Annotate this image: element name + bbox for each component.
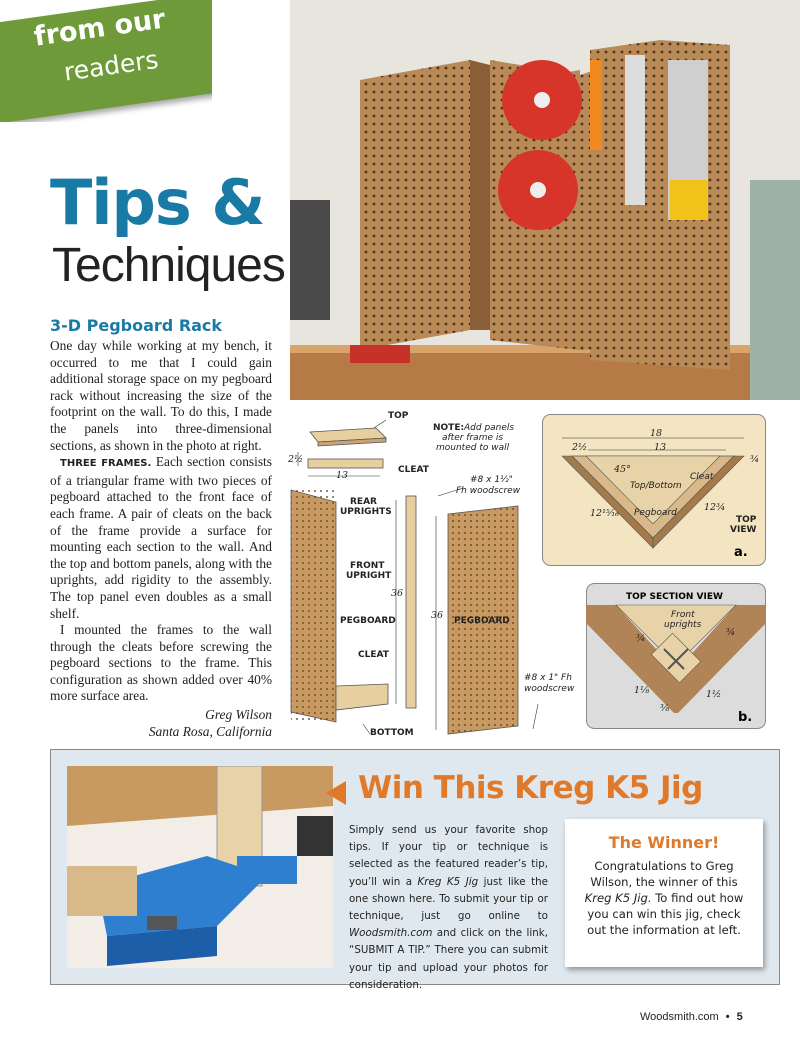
section-view-diagram [586, 583, 766, 729]
section-view-figure [586, 583, 766, 729]
label-top-bottom: Top/Bottom [630, 481, 682, 491]
dim-right: 12¾ [704, 502, 726, 513]
label-rear-uprights-1: REAR [350, 497, 377, 507]
page-title-line2: Techniques [52, 239, 285, 292]
winner-box [565, 819, 763, 967]
paragraph-2 [50, 454, 272, 622]
contest-text-3: and click on the link, “SUBMIT A TIP.” There you can submit your tip and upload your photos for consideration. [349, 927, 548, 991]
page-footer [640, 1011, 743, 1023]
author-name: Greg Wilson [205, 707, 272, 723]
contest-text-kreg: Kreg K5 Jig [417, 875, 479, 888]
from-our-readers-banner [0, 0, 212, 122]
paragraph-2-text: Each section consists of a triangular frame with two pieces of pegboard attached to the front face of each frame. A pair of cleats on the back of the frame provide a surface for mounting each section to the wall. And the top and bottom panels, along with the uprights, add rigidity to the assembly. The top panel even doubles as a small shelf. [50, 454, 272, 621]
label-front-upright-1: FRONT [350, 561, 385, 571]
label-rear-uprights-2: UPRIGHTS [340, 507, 392, 517]
paragraph-3: I mounted the frames to the wall through the cleats before screwing the pegboard sections to the frame. This configuration as shown added over 40% more surface area. [50, 622, 272, 704]
top-view-diagram [542, 414, 766, 566]
banner-line2: readers [62, 44, 161, 87]
pegboard-rack-photo [290, 0, 800, 400]
note-line-2: after frame is [442, 433, 504, 443]
dim-three-quarter-b: ¾ [726, 627, 736, 638]
label-pegboard-2: PEGBOARD [454, 616, 510, 626]
article-heading: 3-D Pegboard Rack [50, 316, 223, 335]
screw-2-line-1: #8 x 1" Fh [524, 673, 572, 683]
section-view-title: TOP SECTION VIEW [626, 592, 723, 602]
dim-2-half: 2½ [288, 454, 304, 465]
paragraph-1: One day while working at my bench, it occurred to me that I could gain additional storage space on my pegboard rack without increasing the size of the footprint on the wall. To do this, I made the panels into three-dimensional sections, as shown in the photo at right. [50, 338, 272, 453]
dim-36-b: 36 [431, 610, 444, 621]
page-title-line1: Tips & [50, 166, 265, 239]
screw-2-line-2: woodscrew [524, 684, 575, 694]
winner-title: The Winner! [608, 833, 720, 852]
paragraph-2-lead: THREE FRAMES. [60, 458, 152, 470]
contest-text-1: Simply send us your favorite shop tips. If your tip or technique is selected as the featured reader’s tip, you’ll win a [349, 824, 548, 888]
kreg-jig-illustration [67, 766, 333, 968]
winner-text-2: To find out how you can win this jig, check out the information at left. [587, 891, 744, 937]
dim-36-a: 36 [391, 588, 404, 599]
winner-text-1: Congratulations to Greg Wilson, the winner of this [590, 859, 738, 889]
contest-text-2: just like the one shown here. To submit your tip or technique, just go online to [349, 875, 549, 923]
pegboard-left-holes [291, 490, 336, 722]
label-top: TOP [388, 411, 409, 421]
article-body [50, 338, 272, 740]
dim-13-top: 13 [654, 442, 667, 453]
footer-site: Woodsmith.com [640, 1011, 719, 1023]
dim-three-quarter-a: ¾ [636, 633, 646, 644]
dim-three-eighths: ⅜ [660, 703, 670, 714]
dim-three-quarter-top: ¾ [750, 454, 760, 465]
label-bottom: BOTTOM [370, 728, 414, 738]
top-view-figure [542, 414, 766, 566]
winner-text-kreg: Kreg K5 Jig. [584, 891, 652, 905]
cleat-piece [308, 459, 383, 468]
footer-bullet: • [725, 1011, 730, 1023]
note-label: NOTE: [433, 423, 465, 433]
front-upright-piece [406, 496, 416, 708]
front-uprights-line-2: uprights [664, 620, 702, 630]
label-pegboard-top: Pegboard [634, 508, 677, 518]
note-block [433, 423, 464, 433]
title-arrow-icon [326, 781, 346, 805]
dim-one-and-half: 1½ [706, 689, 722, 700]
contest-title: Win This Kreg K5 Jig [358, 770, 703, 806]
figure-letter-b: b. [738, 710, 753, 725]
dim-18: 18 [650, 428, 663, 439]
author-location: Santa Rosa, California [148, 723, 272, 739]
screw-1-line-2: Fh woodscrew [456, 486, 521, 496]
label-front-upright-2: UPRIGHT [346, 571, 392, 581]
dim-2-half-top: 2½ [572, 442, 588, 453]
label-cleat-top: Cleat [690, 472, 714, 482]
page-number: 5 [736, 1011, 743, 1023]
bottom-panel [336, 684, 388, 710]
label-cleat: CLEAT [398, 465, 429, 475]
pegboard-photo-illustration [290, 0, 800, 400]
contest-text [349, 822, 548, 994]
label-cleat-2: CLEAT [358, 650, 389, 660]
note-line-1: Add panels [464, 423, 515, 433]
angle-45: 45° [614, 464, 631, 475]
top-view-label-1: TOP [736, 515, 757, 525]
contest-text-site-link[interactable]: Woodsmith.com [349, 927, 433, 940]
dim-left: 12¹⁵⁄₁₆ [590, 508, 619, 519]
top-view-label-2: VIEW [730, 525, 757, 535]
banner-line1: from our [32, 3, 168, 53]
screw-1-line-1: #8 x 1½" [470, 475, 513, 485]
kreg-jig-photo [67, 766, 333, 968]
figure-letter-a: a. [734, 545, 748, 560]
winner-text [577, 858, 751, 938]
dim-one-and-eighth: 1⅛ [634, 685, 650, 696]
dim-13: 13 [336, 470, 349, 481]
front-uprights-line-1: Front [671, 610, 695, 620]
label-pegboard: PEGBOARD [340, 616, 396, 626]
note-line-3: mounted to wall [436, 443, 510, 453]
